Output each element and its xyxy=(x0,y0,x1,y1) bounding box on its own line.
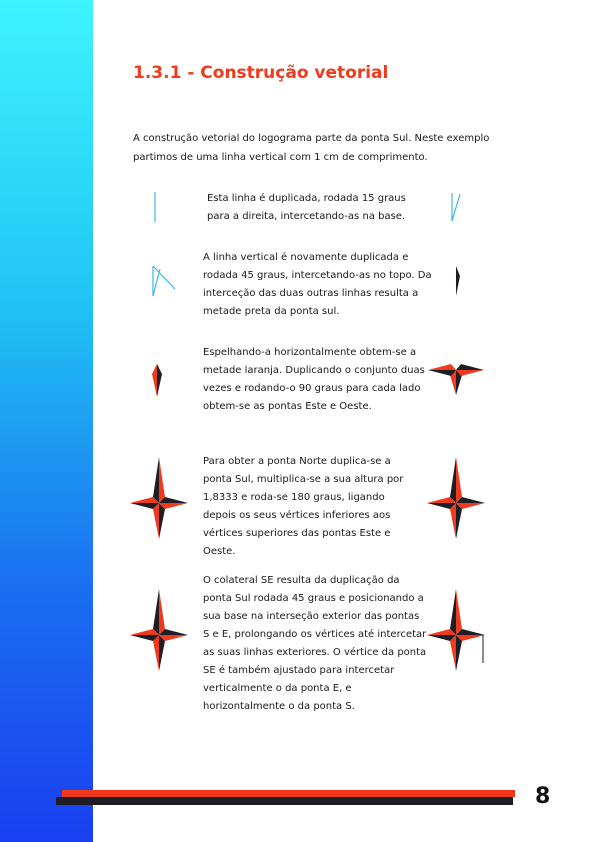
sidebar-gradient xyxy=(0,0,93,842)
star-with-collateral-icon xyxy=(128,587,190,673)
step-text-2: A linha vertical é novamente duplicada e rodada 45 graus, intercetando-as no topo. Da interceção das duas outras linhas resulta a metade preta da ponta sul. xyxy=(203,252,432,317)
intersecting-lines-icon xyxy=(148,263,178,299)
step-text-5: O colateral SE resulta da duplicação da ponta Sul rodada 45 graus e posicionando a sua base na interseção exterior das pontas S e E, prolongando os vértices até intercetar as suas linhas exteriores. O vértice da ponta SE é também ajustado para intercetar verticalmente o da ponta E, e horizontalmente o da ponta S. xyxy=(203,575,427,712)
rotated-lines-icon xyxy=(446,190,466,224)
step-text-1: Esta linha é duplicada, rodada 15 graus para a direita, intercetando-as na base. xyxy=(207,193,406,222)
section-heading: 1.3.1 - Construção vetorial xyxy=(133,63,389,83)
page-number: 8 xyxy=(535,784,551,809)
step-text-3: Espelhando-a horizontalmente obtem-se a metade laranja. Duplicando o conjunto duas vezes e rodando-o 90 graus para cada lado obtem-se as pontas Este e Oeste. xyxy=(203,347,425,412)
footer-dark-bar xyxy=(56,797,513,805)
east-west-points-icon xyxy=(425,360,487,396)
star-collateral-detail-icon xyxy=(425,587,487,673)
four-point-star-icon xyxy=(128,455,190,541)
footer-red-bar xyxy=(62,790,515,797)
four-point-star-joined-icon xyxy=(425,455,487,541)
south-point-icon xyxy=(145,362,169,400)
south-half-icon xyxy=(446,263,466,299)
step-text-4: Para obter a ponta Norte duplica-se a ponta Sul, multiplica-se a sua altura por 1,8333 e roda-se 180 graus, ligando depois os seus vértices inferiores aos vértices superiores das pontas Este e Oeste. xyxy=(203,456,404,557)
intro-paragraph: A construção vetorial do logograma parte da ponta Sul. Neste exemplo partimos de uma linha vertical com 1 cm de comprimento. xyxy=(133,133,490,163)
vertical-line-icon xyxy=(148,190,162,224)
